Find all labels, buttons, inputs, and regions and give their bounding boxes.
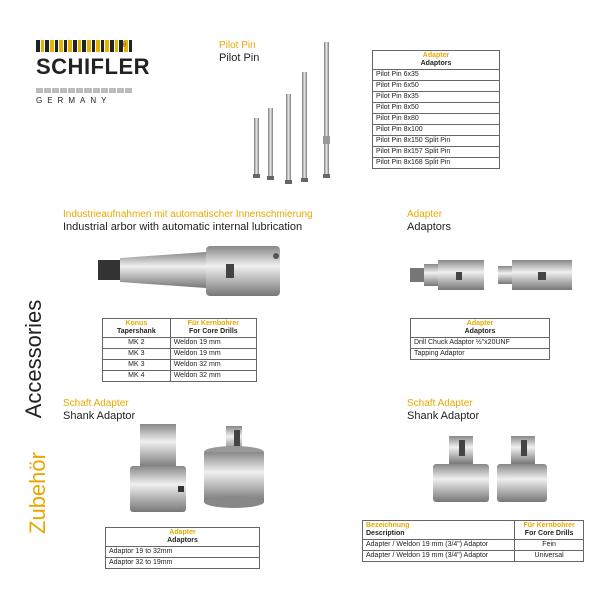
pilot-table-header-en: Adaptors <box>420 60 452 67</box>
logo-stripe <box>36 88 132 93</box>
table-row <box>373 70 500 81</box>
shank1-image <box>120 420 280 520</box>
arbor-table-header-2 <box>170 319 256 338</box>
table-row <box>411 349 550 360</box>
arbor-table <box>102 318 257 382</box>
table-cell: Pilot Pin 6x50 <box>373 81 500 92</box>
shank1-title-en: Shank Adaptor <box>63 410 136 422</box>
table-row <box>411 338 550 349</box>
shank2-th1-de: Bezeichnung <box>366 522 410 529</box>
table-cell: Pilot Pin 8x35 <box>373 92 500 103</box>
table-cell: Adapter / Weldon 19 mm (3/4") Adaptor <box>363 540 515 551</box>
shank2-table-header-1 <box>363 521 515 540</box>
table-row <box>106 558 260 569</box>
shank1-title-de: Schaft Adapter <box>63 398 129 409</box>
table-row <box>373 92 500 103</box>
table-row <box>103 349 257 360</box>
pilot-pin-1 <box>253 118 260 178</box>
table-cell: MK 3 <box>103 349 171 360</box>
table-cell: Drill Chuck Adaptor ½"x20UNF <box>411 338 550 349</box>
table-cell: Pilot Pin 8x168 Split Pin <box>373 158 500 169</box>
arbor-title-de: Industrieaufnahmen mit automatischer Innenschmierung <box>63 209 313 220</box>
table-row <box>373 114 500 125</box>
pilot-pin-4 <box>301 72 308 182</box>
shank2-image <box>425 430 555 510</box>
table-cell: Adapter / Weldon 19 mm (3/4") Adaptor <box>363 551 515 562</box>
shank2-th2-de: Für Kernbohrer <box>523 522 575 529</box>
table-row <box>103 371 257 382</box>
table-cell: Pilot Pin 8x150 Split Pin <box>373 136 500 147</box>
pilot-title-de: Pilot Pin <box>219 40 256 51</box>
shank1-table <box>105 527 260 569</box>
table-cell: Pilot Pin 6x35 <box>373 70 500 81</box>
table-cell: MK 3 <box>103 360 171 371</box>
pilot-pins-image <box>244 38 344 188</box>
shank2-title-de: Schaft Adapter <box>407 398 473 409</box>
shank2-title-en: Shank Adaptor <box>407 410 480 422</box>
arbor-title-en: Industrial arbor with automatic internal lubrication <box>63 221 303 233</box>
table-cell: Tapping Adaptor <box>411 349 550 360</box>
table-cell: Pilot Pin 8x80 <box>373 114 500 125</box>
pilot-pin-2 <box>267 108 274 180</box>
table-cell: Weldon 19 mm <box>170 338 256 349</box>
shank2-th2-en: For Core Drills <box>524 530 574 537</box>
arbor-th2-en: For Core Drills <box>189 328 238 335</box>
arbor-th1-de: Konus <box>125 320 148 327</box>
table-cell: Adaptor 32 to 19mm <box>106 558 260 569</box>
table-cell: Universal <box>515 551 584 562</box>
table-row <box>363 540 584 551</box>
adaptor-title-en: Adaptors <box>407 221 452 233</box>
logo-registered: ® <box>120 40 126 49</box>
table-row <box>103 360 257 371</box>
table-cell: MK 2 <box>103 338 171 349</box>
pilot-table <box>372 50 500 169</box>
table-row <box>373 81 500 92</box>
pilot-table-header <box>373 51 500 70</box>
table-cell: Weldon 19 mm <box>170 349 256 360</box>
table-row <box>373 158 500 169</box>
table-row <box>103 338 257 349</box>
logo-wordmark: SCHIFLER <box>36 54 150 79</box>
table-cell: Fein <box>515 540 584 551</box>
adaptor-table-header <box>411 319 550 338</box>
table-cell: Pilot Pin 8x50 <box>373 103 500 114</box>
table-cell: Weldon 32 mm <box>170 360 256 371</box>
adaptor-title-de: Adapter <box>407 209 443 220</box>
table-cell: MK 4 <box>103 371 171 382</box>
shank1-table-header <box>106 528 260 547</box>
shank2-th1-en: Description <box>366 530 405 537</box>
pilot-table-header-de: Adapter <box>422 52 450 59</box>
table-row <box>363 551 584 562</box>
table-row <box>373 136 500 147</box>
shank1-th-de: Adapter <box>169 529 196 536</box>
arbor-table-header-1 <box>103 319 171 338</box>
side-title-zubehoer: Zubehör <box>25 452 50 534</box>
table-cell: Pilot Pin 8x100 <box>373 125 500 136</box>
table-cell: Pilot Pin 8x157 Split Pin <box>373 147 500 158</box>
shank2-table-header-2 <box>515 521 584 540</box>
arbor-th2-de: Für Kernbohrer <box>187 320 240 327</box>
table-cell: Weldon 32 mm <box>170 371 256 382</box>
arbor-image <box>96 238 296 306</box>
adaptor-th-de: Adapter <box>466 320 494 327</box>
table-row <box>373 125 500 136</box>
pilot-pin-3 <box>285 94 292 184</box>
table-row <box>373 147 500 158</box>
pilot-title-en: Pilot Pin <box>219 52 260 64</box>
table-cell: Adaptor 19 to 32mm <box>106 547 260 558</box>
arbor-th1-en: Tapershank <box>116 328 156 335</box>
table-row <box>106 547 260 558</box>
adaptor-th-en: Adaptors <box>464 328 496 335</box>
shank1-th-en: Adaptors <box>167 537 198 544</box>
pilot-pin-5 <box>323 42 330 178</box>
shank2-table <box>362 520 584 562</box>
adaptor-table <box>410 318 550 360</box>
adaptors-image <box>408 252 578 302</box>
logo-germany: GERMANY <box>36 96 112 105</box>
logo-bars <box>36 40 132 52</box>
table-row <box>373 103 500 114</box>
side-title-accessories: Accessories <box>21 299 46 419</box>
